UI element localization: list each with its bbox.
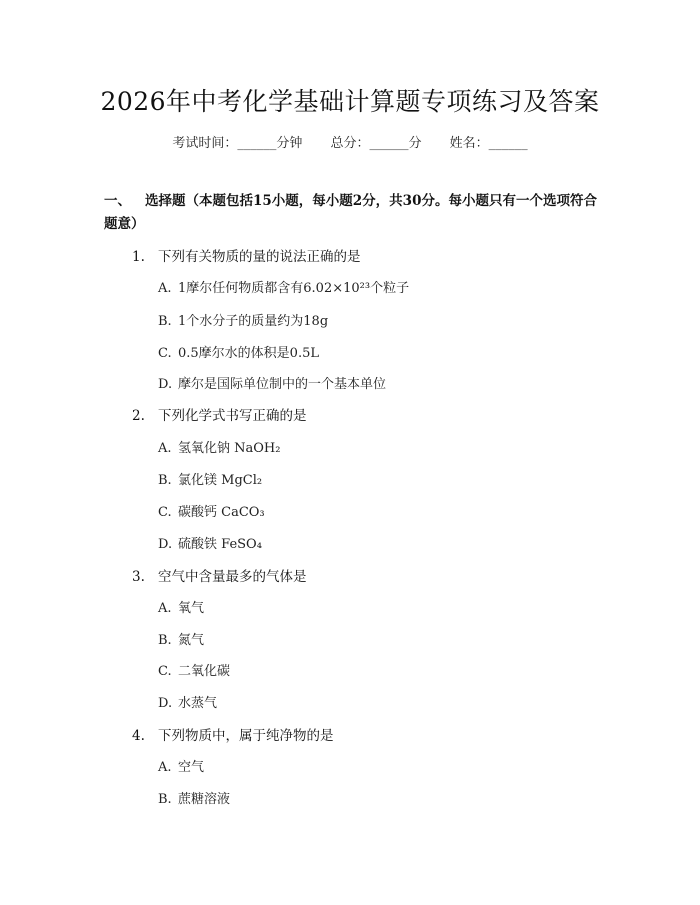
section-heading: [104, 190, 604, 236]
question-text: 下列化学式书写正确的是: [158, 408, 307, 424]
option-text: 硫酸铁 FeSO₄: [178, 537, 262, 552]
question-4: [132, 724, 334, 744]
option-2a: [158, 437, 280, 456]
option-label: A.: [158, 601, 172, 616]
option-label: C.: [158, 505, 172, 520]
option-label: C.: [158, 664, 172, 679]
option-text: 1个水分子的质量约为18g: [178, 314, 329, 329]
question-3: [132, 565, 307, 585]
section-text: 选择题（本题包括15小题，每小题2分，共30分。每小题只有一个选项符合题意）: [104, 193, 597, 232]
option-text: 碳酸钙 CaCO₃: [178, 505, 265, 520]
option-1d: [158, 373, 386, 392]
total-score-field: 总分：______分: [330, 136, 422, 151]
question-number: 2.: [132, 408, 145, 424]
option-2b: [158, 469, 262, 488]
option-text: 氧气: [178, 601, 205, 616]
question-1: [132, 245, 361, 265]
option-text: 氯化镁 MgCl₂: [178, 473, 263, 488]
question-text: 下列物质中，属于纯净物的是: [158, 728, 334, 744]
option-text: 氢氧化钠 NaOH₂: [178, 441, 281, 456]
option-1a: [158, 277, 409, 296]
exam-time-field: 考试时间：______分钟: [172, 136, 303, 151]
option-3c: [158, 660, 230, 679]
option-text: 摩尔是国际单位制中的一个基本单位: [178, 377, 387, 392]
option-text: 1摩尔任何物质都含有6.02×10²³个粒子: [178, 281, 410, 296]
option-3b: [158, 629, 204, 648]
option-label: B.: [158, 473, 172, 488]
option-text: 0.5摩尔水的体积是0.5L: [178, 346, 319, 361]
option-label: B.: [158, 314, 172, 329]
option-label: B.: [158, 633, 172, 648]
section-number: 一、: [104, 193, 131, 209]
option-3a: [158, 597, 204, 616]
option-label: D.: [158, 537, 173, 552]
question-number: 4.: [132, 728, 145, 744]
option-text: 二氧化碳: [178, 664, 231, 679]
option-1c: [158, 342, 319, 361]
question-2: [132, 404, 307, 424]
option-label: A.: [158, 760, 172, 775]
option-text: 水蒸气: [178, 696, 218, 711]
option-text: 蔗糖溶液: [178, 792, 231, 807]
page-title: 2026年中考化学基础计算题专项练习及答案: [100, 87, 600, 116]
option-label: C.: [158, 346, 172, 361]
option-1b: [158, 310, 328, 329]
student-name-field: 姓名：______: [449, 136, 528, 151]
option-label: A.: [158, 281, 172, 296]
option-2d: [158, 533, 262, 552]
option-label: A.: [158, 441, 172, 456]
option-text: 空气: [178, 760, 205, 775]
question-number: 1.: [132, 249, 145, 265]
option-2c: [158, 501, 265, 520]
question-text: 空气中含量最多的气体是: [158, 569, 307, 585]
option-4a: [158, 756, 204, 775]
option-label: D.: [158, 696, 173, 711]
question-number: 3.: [132, 569, 145, 585]
option-3d: [158, 692, 217, 711]
option-text: 氮气: [178, 633, 205, 648]
option-label: D.: [158, 377, 173, 392]
exam-info-line: [0, 132, 700, 151]
question-text: 下列有关物质的量的说法正确的是: [158, 249, 361, 265]
option-label: B.: [158, 792, 172, 807]
option-4b: [158, 788, 230, 807]
